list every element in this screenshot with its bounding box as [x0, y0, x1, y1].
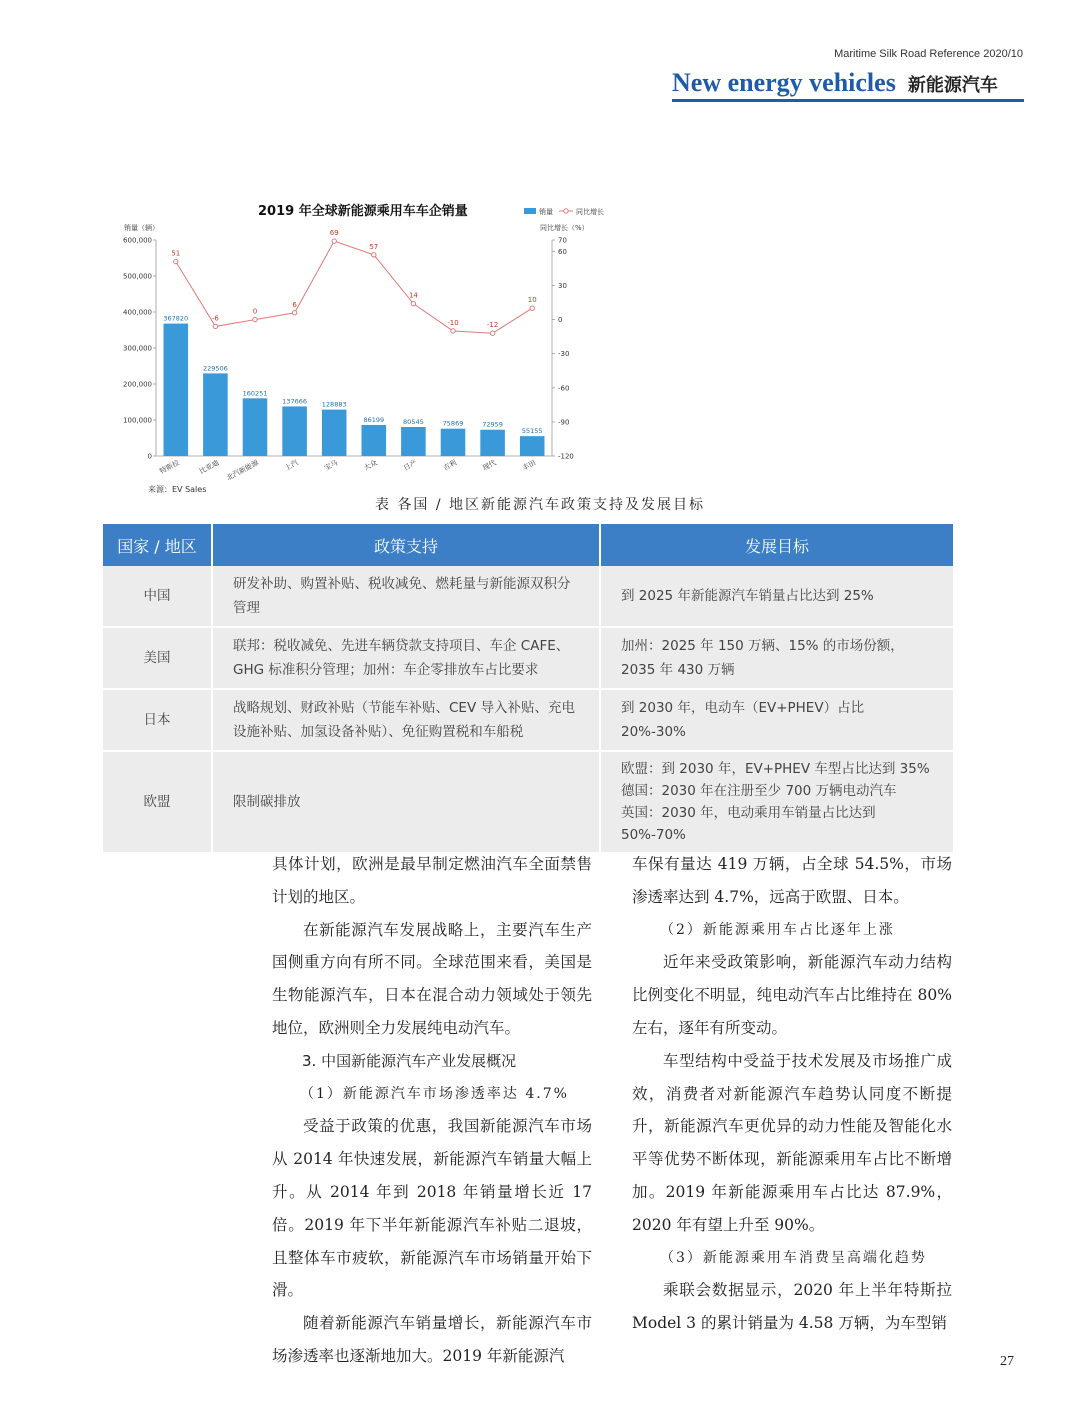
paragraph: 车保有量达 419 万辆，占全球 54.5%，市场渗透率达到 4.7%，远高于欧盟、日本。 [632, 855, 952, 906]
category-label: 比亚迪 [198, 458, 221, 476]
category-label: 丰田 [521, 458, 538, 473]
growth-point [332, 239, 336, 243]
bar-value-label: 72959 [482, 420, 503, 429]
country-cell: 日本 [103, 689, 212, 751]
goal-cell [600, 566, 953, 627]
y-tick-label: 200,000 [123, 380, 152, 389]
policy-table [103, 524, 953, 854]
goal-line: 英国：2030 年，电动乘用车销量占比达到 50%-70% [621, 805, 876, 843]
category-label: 日产 [402, 458, 419, 473]
category-label: 吉利 [441, 458, 458, 473]
section-heading: 3. 中国新能源汽车产业发展概况 [302, 1051, 517, 1070]
journal-reference: Maritime Silk Road Reference 2020/10 [834, 48, 1023, 60]
growth-label: 51 [171, 249, 181, 258]
bar [441, 429, 466, 456]
y2-tick-label: -30 [558, 350, 570, 359]
legend-label: 销量 [539, 208, 553, 216]
sales-chart [120, 198, 610, 498]
policy-cell: 联邦：税收减免、先进车辆贷款支持项目、车企 CAFE、GHG 标准积分管理；加州：车企零排放车占比要求 [212, 627, 600, 689]
growth-label: -6 [211, 314, 219, 323]
category-label: 宝马 [323, 458, 340, 473]
goal-cell [600, 751, 953, 853]
legend-bar-swatch [524, 208, 536, 214]
category-label: 大众 [362, 458, 379, 473]
growth-point [213, 324, 217, 328]
growth-label: 10 [527, 296, 537, 305]
category-label: 上汽 [283, 458, 300, 473]
y2-tick-label: -90 [558, 418, 570, 427]
goal-cell [600, 627, 953, 689]
section-title-cn: 新能源汽车 [907, 75, 998, 96]
bar-value-label: 75869 [442, 419, 464, 428]
bar [520, 436, 545, 456]
policy-cell: 研发补助、购置补贴、税收减免、燃耗量与新能源双积分管理 [212, 566, 600, 627]
paragraph: 车型结构中受益于技术发展及市场推广成效，消费者对新能源汽车趋势认同度不断提升，新能源汽车更优异的动力性能及智能化水平等优势不断体现，新能源乘用车占比不断增加。2019 年新能源乘用车占比达 87.9%，2020 年有望上升至 90%。 [632, 1051, 952, 1234]
bar-value-label: 86199 [363, 415, 385, 424]
paragraph: 随着新能源汽车销量增长，新能源汽车市场渗透率也逐渐地加大。2019 年新能源汽 [272, 1314, 592, 1365]
country-cell: 中国 [103, 566, 212, 627]
table-row [103, 566, 953, 627]
y-axis-title: 销量（辆） [124, 224, 159, 232]
goal-line: 到 2030 年，电动车（EV+PHEV）占比 20%-30% [621, 700, 865, 740]
growth-point [372, 253, 376, 257]
growth-point [451, 329, 455, 333]
growth-label: 0 [252, 307, 258, 316]
paragraph: 近年来受政策影响，新能源汽车动力结构比例变化不明显，纯电动汽车占比维持在 80% 左右，逐年有所变动。 [632, 953, 952, 1037]
chart-title: 2019 年全球新能源乘用车车企销量 [258, 204, 468, 219]
y2-tick-label: 0 [558, 316, 563, 325]
growth-point [174, 259, 178, 263]
goal-line: 德国：2030 年在注册至少 700 万辆电动汽车 [621, 783, 897, 799]
bar [480, 430, 505, 456]
y-tick-label: 600,000 [123, 236, 152, 245]
growth-label: 57 [369, 242, 379, 251]
bar [322, 410, 347, 456]
header-goal: 发展目标 [600, 524, 953, 566]
paragraph: 受益于政策的优惠，我国新能源汽车市场从 2014 年快速发展，新能源汽车销量大幅上升。从 2014 年到 2018 年销量增长近 17 倍。2019 年下半年新能源汽车补贴二退坡，且整体车市疲软，新能源汽车市场销量开始下滑。 [272, 1117, 592, 1300]
y2-tick-label: 60 [558, 247, 567, 256]
growth-point [253, 317, 257, 321]
bar [164, 324, 189, 456]
paragraph: 乘联会数据显示，2020 年上半年特斯拉 Model 3 的累计销量为 4.58 万辆，为车型销 [632, 1281, 952, 1333]
subsection-heading: （2）新能源乘用车占比逐年上涨 [660, 921, 895, 938]
bar-value-label: 229506 [202, 364, 228, 373]
bar-value-label: 137666 [282, 397, 308, 406]
country-cell: 欧盟 [103, 751, 212, 853]
growth-point [292, 311, 296, 315]
bar-value-label: 55155 [521, 427, 543, 436]
category-label: 北汽新能源 [225, 458, 260, 483]
goal-line: 加州：2025 年 150 万辆、15% 的市场份额，2035 年 430 万辆 [621, 638, 904, 678]
goal-line: 到 2025 年新能源汽车销量占比达到 25% [621, 588, 874, 604]
paragraph: 在新能源汽车发展战略上，主要汽车生产国侧重方向有所不同。全球范围来看，美国是生物能源汽车，日本在混合动力领域处于领先地位，欧洲则全力发展纯电动汽车。 [272, 920, 592, 1037]
growth-label: -12 [486, 321, 499, 330]
bar-value-label: 160251 [242, 389, 268, 398]
sales-chart-svg [120, 198, 610, 498]
table-row [103, 751, 953, 853]
y-tick-label: 400,000 [123, 308, 152, 317]
y2-axis-title: 同比增长（%） [540, 224, 589, 232]
growth-line [176, 241, 532, 333]
growth-label: 14 [408, 291, 418, 300]
body-column-left [272, 848, 592, 1373]
page-number: 27 [1000, 1354, 1014, 1369]
y2-tick-label: 70 [558, 236, 567, 245]
bar-value-label: 367820 [163, 314, 189, 323]
bar-value-label: 128883 [321, 400, 347, 409]
category-label: 特斯拉 [158, 458, 181, 476]
legend-line-marker [564, 209, 568, 213]
goal-cell [600, 689, 953, 751]
growth-point [530, 306, 534, 310]
policy-cell: 战略规划、财政补贴（节能车补贴、CEV 导入补贴、充电设施补贴、加氢设备补贴）、免征购置税和车船税 [212, 689, 600, 751]
y2-tick-label: -120 [558, 452, 574, 461]
y2-tick-label: -60 [558, 384, 570, 393]
header-rule [672, 99, 1024, 102]
section-title-en: New energy vehicles [672, 68, 896, 97]
paragraph: 具体计划，欧洲是最早制定燃油汽车全面禁售计划的地区。 [272, 855, 592, 906]
growth-label: -10 [447, 318, 459, 327]
growth-label: 6 [292, 300, 297, 309]
bar [243, 398, 268, 456]
bar-value-label: 80545 [403, 418, 424, 427]
header-country: 国家 / 地区 [103, 524, 212, 566]
policy-cell: 限制碳排放 [212, 751, 600, 853]
body-column-right [632, 848, 952, 1340]
y2-tick-label: 30 [558, 281, 567, 290]
section-title [672, 68, 1024, 98]
subsection-heading: （3）新能源乘用车消费呈高端化趋势 [660, 1249, 927, 1266]
growth-label: 69 [329, 229, 339, 238]
country-cell: 美国 [103, 627, 212, 689]
subsection-heading: （1）新能源汽车市场渗透率达 4.7% [300, 1085, 569, 1102]
y-tick-label: 300,000 [123, 344, 152, 353]
category-label: 现代 [481, 458, 498, 473]
bar [401, 427, 426, 456]
table-row [103, 627, 953, 689]
y-tick-label: 500,000 [123, 272, 152, 281]
legend-label: 同比增长 [576, 208, 604, 216]
y-tick-label: 0 [147, 452, 152, 461]
y-tick-label: 100,000 [123, 416, 152, 425]
chart-source: 来源：EV Sales [148, 485, 207, 494]
growth-point [490, 331, 494, 335]
growth-point [411, 301, 415, 305]
table-row [103, 689, 953, 751]
bar [203, 373, 228, 456]
table-caption: 表 各国 / 地区新能源汽车政策支持及发展目标 [374, 497, 706, 513]
goal-line: 欧盟：到 2030 年，EV+PHEV 车型占比达到 35% [621, 761, 930, 777]
table-header-row [103, 524, 953, 566]
bar [282, 406, 307, 456]
header-policy: 政策支持 [212, 524, 600, 566]
bar [362, 425, 387, 456]
